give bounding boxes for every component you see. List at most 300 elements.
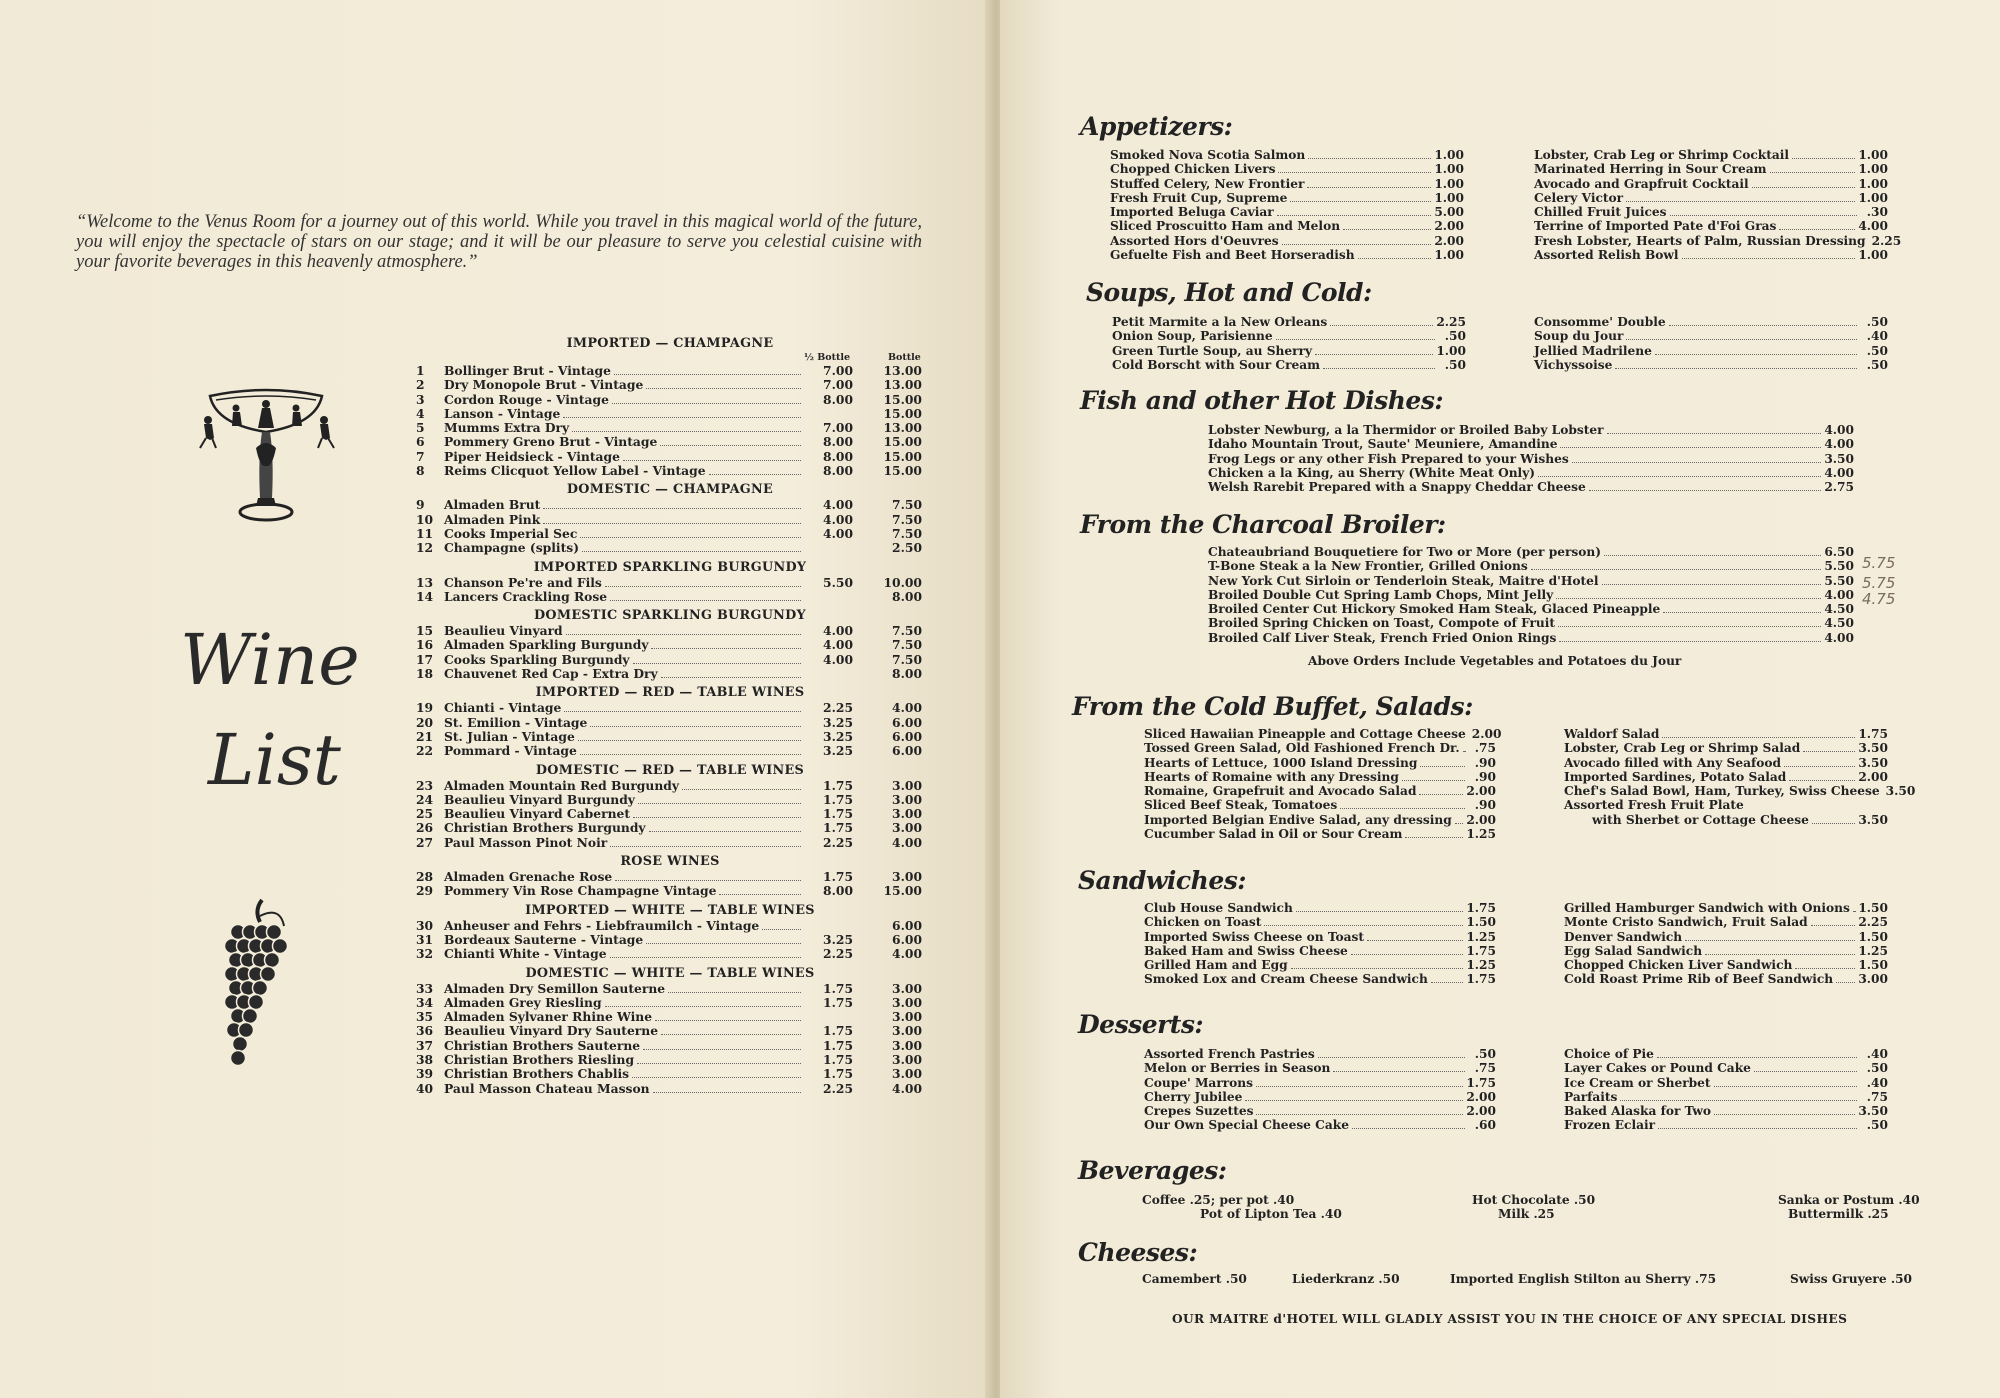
wine-bottle-price: 3.00 <box>892 1009 922 1025</box>
wine-half-price: 4.00 <box>823 497 853 513</box>
dot-leader <box>1419 785 1463 795</box>
menu-item-price: 1.00 <box>1434 190 1464 205</box>
wine-name-cell <box>444 653 804 667</box>
wine-number: 34 <box>416 994 434 1010</box>
wine-name-cell <box>444 836 804 850</box>
menu-item-price: 2.00 <box>1858 769 1888 784</box>
dot-leader <box>1663 603 1821 613</box>
handwritten-price-3: 4.75 <box>1862 590 1896 608</box>
menu-item-name: Cold Roast Prime Rib of Beef Sandwich <box>1564 972 1834 987</box>
soup-item <box>1112 344 1466 358</box>
wine-bottle-price: 15.00 <box>883 448 922 464</box>
wine-half-price: 1.75 <box>823 1037 853 1053</box>
wine-number: 31 <box>416 931 434 947</box>
wine-half-price: 2.25 <box>823 1080 853 1096</box>
menu-item-name: Imported Belgian Endive Salad, any dressing <box>1144 812 1452 827</box>
appetizer-item <box>1534 219 1888 233</box>
wine-half-price: 2.25 <box>823 834 853 850</box>
wine-number: 23 <box>416 777 434 793</box>
menu-item-name: Marinated Herring in Sour Cream <box>1534 162 1767 177</box>
wine-number: 32 <box>416 946 434 962</box>
menu-item-price: .30 <box>1866 205 1888 220</box>
wine-half-price: 1.75 <box>823 1066 853 1082</box>
dot-leader <box>1669 316 1857 326</box>
wine-number: 10 <box>416 511 434 527</box>
wine-name-cell <box>444 919 804 933</box>
menu-item-price: .40 <box>1866 329 1888 344</box>
wine-half-price: 1.75 <box>823 1023 853 1039</box>
menu-item-name: Egg Salad Sandwich <box>1564 943 1703 958</box>
dot-leader <box>1531 560 1822 570</box>
sandwich-item <box>1564 901 1888 915</box>
wine-half-price: 1.75 <box>823 869 853 885</box>
dot-leader <box>582 542 801 552</box>
dot-leader <box>572 422 801 432</box>
wine-row <box>416 730 924 744</box>
menu-item-name: Avocado and Grapfruit Cocktail <box>1534 176 1749 191</box>
dot-leader <box>682 780 801 790</box>
dot-leader <box>1792 149 1855 159</box>
salad-item <box>1564 813 1888 827</box>
wine-bottle-price: 3.00 <box>892 1037 922 1053</box>
menu-item-name: Chilled Fruit Juices <box>1534 205 1667 220</box>
cheese-liederkranz: Liederkranz .50 <box>1292 1272 1400 1286</box>
wine-row <box>416 982 924 996</box>
wine-row <box>416 870 924 884</box>
wine-number: 16 <box>416 637 434 653</box>
wine-bottle-price: 3.00 <box>892 806 922 822</box>
salad-item <box>1564 784 1916 799</box>
menu-item-name: Chicken on Toast <box>1144 915 1262 930</box>
menu-item-name: Smoked Lox and Cream Cheese Sandwich <box>1144 972 1428 987</box>
menu-item-price: 3.50 <box>1858 755 1888 770</box>
wine-number: 4 <box>416 405 425 421</box>
dot-leader <box>1657 1048 1857 1058</box>
menu-item-name: Sliced Beef Steak, Tomatoes <box>1144 798 1338 813</box>
menu-item-price: 1.75 <box>1466 1075 1496 1090</box>
dot-leader <box>1604 546 1821 556</box>
wine-number: 27 <box>416 834 434 850</box>
wine-number: 15 <box>416 623 434 639</box>
fish-list <box>1208 423 1854 494</box>
wine-bottle-price: 3.00 <box>892 980 922 996</box>
menu-item-name: Assorted Hors d'Oeuvres <box>1110 233 1279 248</box>
wine-bottle-price: 2.50 <box>892 540 922 556</box>
wine-bottle-price: 4.00 <box>892 700 922 716</box>
dot-leader <box>1352 1119 1465 1129</box>
menu-item-price: 3.50 <box>1824 451 1854 466</box>
wine-name-cell <box>444 393 804 407</box>
dot-leader <box>1278 163 1431 173</box>
wine-name: Cooks Sparkling Burgundy <box>444 651 630 667</box>
wine-name: Almaden Dry Semillon Sauterne <box>444 980 666 996</box>
menu-item-name: Tossed Green Salad, Old Fashioned French Dr. <box>1144 741 1460 756</box>
wine-row <box>416 590 924 604</box>
menu-item-name: Consomme' Double <box>1534 315 1666 329</box>
wine-half-price: 4.00 <box>823 525 853 541</box>
wine-row <box>416 716 924 730</box>
salad-item <box>1144 798 1496 812</box>
menu-item-price: 4.00 <box>1824 423 1854 437</box>
dot-leader <box>762 920 801 930</box>
wine-number: 25 <box>416 806 434 822</box>
menu-item-name: Denver Sandwich <box>1564 929 1683 944</box>
dot-leader <box>1277 206 1432 216</box>
salad-item <box>1564 741 1888 755</box>
half-bottle-header: ½ Bottle <box>804 352 851 363</box>
dot-leader <box>564 702 801 712</box>
dot-leader <box>1358 249 1432 259</box>
menu-item-price: .50 <box>1444 357 1466 372</box>
dot-leader <box>610 591 801 601</box>
dessert-item <box>1564 1061 1888 1075</box>
sandwich-item <box>1144 930 1496 944</box>
dot-leader <box>633 654 801 664</box>
menu-item-price: .50 <box>1866 315 1888 329</box>
menu-item-name: Broiled Spring Chicken on Toast, Compote of Fruit <box>1208 616 1556 631</box>
appetizer-item <box>1534 233 1902 248</box>
wine-half-price: 8.00 <box>823 391 853 407</box>
wine-half-price: 3.25 <box>823 743 853 759</box>
dot-leader <box>1558 617 1821 627</box>
menu-item-price: .90 <box>1474 769 1496 784</box>
dessert-item <box>1144 1076 1496 1090</box>
dot-leader <box>1538 467 1821 477</box>
wine-row <box>416 378 924 392</box>
wine-row <box>416 364 924 378</box>
dot-leader <box>651 639 801 649</box>
wine-name: Pommery Greno Brut - Vintage <box>444 434 658 450</box>
menu-item-name: Chef's Salad Bowl, Ham, Turkey, Swiss Cheese <box>1564 784 1880 799</box>
wine-half-price: 1.75 <box>823 777 853 793</box>
dot-leader <box>646 379 801 389</box>
wine-row <box>416 1082 924 1096</box>
dot-leader <box>643 1040 801 1050</box>
menu-item-name: Hearts of Lettuce, 1000 Island Dressing <box>1144 755 1418 770</box>
sandwich-item <box>1564 958 1888 972</box>
menu-item-price: 3.50 <box>1858 741 1888 756</box>
wine-bottle-price: 15.00 <box>883 434 922 450</box>
menu-item-name: Assorted Fresh Fruit Plate <box>1564 798 1744 813</box>
menu-item-price: 1.25 <box>1466 958 1496 973</box>
wine-name: Beaulieu Vinyard <box>444 623 563 639</box>
wine-name-cell <box>444 638 804 652</box>
wine-half-price: 1.75 <box>823 820 853 836</box>
dessert-item <box>1564 1104 1888 1118</box>
wine-bottle-price: 8.00 <box>892 588 922 604</box>
menu-item-price: 2.75 <box>1824 480 1854 495</box>
wine-name: Christian Brothers Sauterne <box>444 1037 641 1053</box>
wine-bottle-price: 7.50 <box>892 525 922 541</box>
handwritten-price-1: 5.75 <box>1862 554 1896 572</box>
wine-row <box>416 1053 924 1067</box>
menu-item-name: Imported Beluga Caviar <box>1110 205 1274 220</box>
wine-section-title: IMPORTED — WHITE — TABLE WINES <box>525 902 815 918</box>
menu-item-name: Gefuelte Fish and Beet Horseradish <box>1110 248 1355 263</box>
menu-item-name: Imported Sardines, Potato Salad <box>1564 769 1787 784</box>
dessert-item <box>1144 1061 1496 1075</box>
wine-bottle-price: 8.00 <box>892 666 922 682</box>
wine-row <box>416 513 924 527</box>
salad-item <box>1144 813 1496 827</box>
wine-row <box>416 624 924 638</box>
menu-item-price: 2.00 <box>1434 219 1464 234</box>
wine-number: 30 <box>416 917 434 933</box>
wine-half-price: 4.00 <box>823 651 853 667</box>
wine-number: 5 <box>416 420 425 436</box>
dot-leader <box>1572 453 1822 463</box>
menu-item-price: 3.00 <box>1858 972 1888 987</box>
menu-item-price: 6.50 <box>1824 545 1854 559</box>
wine-name-cell <box>444 716 804 730</box>
dot-leader <box>1420 757 1465 767</box>
wine-row <box>416 498 924 512</box>
menu-item-name: Baked Alaska for Two <box>1564 1104 1711 1119</box>
wine-section-title: DOMESTIC — RED — TABLE WINES <box>535 762 805 778</box>
wine-bottle-price: 6.00 <box>892 931 922 947</box>
dot-leader <box>1318 1048 1465 1058</box>
menu-item-price: 1.50 <box>1858 901 1888 915</box>
menu-item-price: 1.00 <box>1434 162 1464 177</box>
menu-item-price: 4.00 <box>1858 219 1888 234</box>
appetizer-item <box>1110 248 1464 262</box>
dot-leader <box>1655 345 1857 355</box>
wine-half-price: 8.00 <box>823 448 853 464</box>
wine-row <box>416 821 924 835</box>
grapes-icon <box>210 896 300 1078</box>
menu-item-price: 1.00 <box>1434 248 1464 263</box>
wine-bottle-price: 7.50 <box>892 637 922 653</box>
menu-item-name: Lobster Newburg, a la Thermidor or Broiled Baby Lobster <box>1208 423 1604 437</box>
wine-name: Cooks Imperial Sec <box>444 525 578 541</box>
menu-item-name: Jellied Madrilene <box>1534 343 1652 358</box>
wine-bottle-price: 6.00 <box>892 714 922 730</box>
dessert-item <box>1144 1118 1496 1132</box>
dot-leader <box>1282 235 1432 245</box>
wine-name-cell <box>444 821 804 835</box>
grape <box>267 925 282 940</box>
menu-item-name: Fresh Lobster, Hearts of Palm, Russian Dressing <box>1534 233 1866 248</box>
wine-name: Lanson - Vintage <box>444 405 561 421</box>
appetizer-item <box>1110 234 1464 248</box>
menu-item-name: with Sherbet or Cottage Cheese <box>1592 812 1809 827</box>
dot-leader <box>1290 192 1431 202</box>
wine-name-cell <box>444 947 804 961</box>
dot-leader <box>646 934 801 944</box>
wine-section-title: IMPORTED — CHAMPAGNE <box>566 336 774 351</box>
menu-item-price: 1.75 <box>1466 972 1496 987</box>
cheese-gruyere: Swiss Gruyere .50 <box>1790 1272 1913 1286</box>
dot-leader <box>1351 945 1464 955</box>
wine-bottle-price: 13.00 <box>883 377 922 393</box>
menu-item-price: 1.00 <box>1434 176 1464 191</box>
dot-leader <box>660 436 801 446</box>
menu-item-name: Our Own Special Cheese Cake <box>1144 1118 1349 1133</box>
wine-name: Mumms Extra Dry <box>444 420 570 436</box>
salad-item <box>1144 741 1496 755</box>
dot-leader <box>649 822 801 832</box>
menu-item-name: Smoked Nova Scotia Salmon <box>1110 148 1306 162</box>
wine-number: 12 <box>416 540 434 556</box>
menu-item-name: Ice Cream or Sherbet <box>1564 1075 1711 1090</box>
dot-leader <box>1307 178 1431 188</box>
menu-item-price: 2.25 <box>1858 915 1888 930</box>
wine-bottle-price: 7.50 <box>892 511 922 527</box>
wine-name-cell <box>444 1010 804 1024</box>
menu-item-price: .60 <box>1474 1118 1496 1133</box>
menu-item-price: 2.00 <box>1466 812 1496 827</box>
menu-item-price: 3.50 <box>1885 784 1916 799</box>
sandwich-item <box>1144 915 1496 929</box>
dot-leader <box>1620 1091 1857 1101</box>
wine-bottle-price: 7.50 <box>892 623 922 639</box>
dot-leader <box>543 499 801 509</box>
dot-leader <box>1323 359 1435 369</box>
soup-item <box>1534 344 1888 358</box>
wine-name-cell <box>444 730 804 744</box>
menu-item-name: Layer Cakes or Pound Cake <box>1564 1061 1751 1076</box>
wine-name-cell <box>444 513 804 527</box>
sandwich-item <box>1144 944 1496 958</box>
wine-number: 38 <box>416 1051 434 1067</box>
appetizer-item <box>1534 191 1888 205</box>
dot-leader <box>1812 814 1855 824</box>
dot-leader <box>1685 931 1855 941</box>
wine-number: 39 <box>416 1066 434 1082</box>
wine-name-cell <box>444 1082 804 1096</box>
menu-item-price: 5.50 <box>1824 573 1854 588</box>
sandwich-item <box>1564 930 1888 944</box>
wine-number: 7 <box>416 448 425 464</box>
wine-name-cell <box>444 590 804 604</box>
menu-item-price: 2.00 <box>1466 784 1496 799</box>
fish-item <box>1208 466 1854 480</box>
buffet-heading: From the Cold Buffet, Salads: <box>1072 692 1473 721</box>
dot-leader <box>610 948 801 958</box>
wine-row <box>416 793 924 807</box>
wine-half-price: 3.25 <box>823 931 853 947</box>
sandwich-item <box>1144 901 1496 915</box>
wine-name-cell <box>444 1024 804 1038</box>
menu-item-price: 1.00 <box>1436 343 1466 358</box>
wine-half-price: 4.00 <box>823 623 853 639</box>
menu-item-name: New York Cut Sirloin or Tenderloin Steak, Maitre d'Hotel <box>1208 573 1599 588</box>
menu-item-price: 4.00 <box>1824 630 1854 645</box>
wine-bottle-price: 15.00 <box>883 391 922 407</box>
menu-item-name: Broiled Calf Liver Steak, French Fried Onion Rings <box>1208 630 1557 645</box>
broiler-item <box>1208 616 1854 630</box>
wine-name-cell <box>444 464 804 478</box>
grape <box>243 1009 258 1024</box>
soup-item <box>1534 329 1888 343</box>
wine-half-price: 7.00 <box>823 363 853 378</box>
menu-item-name: Waldorf Salad <box>1564 727 1660 741</box>
wine-half-price: 7.00 <box>823 377 853 393</box>
wine-half-price: 8.00 <box>823 883 853 899</box>
desserts-heading: Desserts: <box>1078 1010 1204 1039</box>
wine-name: Lancers Crackling Rose <box>444 588 608 604</box>
wine-row <box>416 884 924 898</box>
wine-row <box>416 464 924 478</box>
wine-name-cell <box>444 982 804 996</box>
wine-half-price: 1.75 <box>823 806 853 822</box>
soup-item <box>1112 358 1466 372</box>
wine-name: Reims Clicquot Yellow Label - Vintage <box>444 463 706 479</box>
wine-name-cell <box>444 407 804 421</box>
menu-item-price: 3.50 <box>1858 812 1888 827</box>
wine-half-price: 4.00 <box>823 637 853 653</box>
wine-bottle-price: 3.00 <box>892 1051 922 1067</box>
dot-leader <box>633 808 801 818</box>
beverage-coffee: Coffee .25; per pot .40 <box>1142 1193 1295 1207</box>
handwritten-price-2: 5.75 <box>1862 574 1896 592</box>
wine-row <box>416 450 924 464</box>
wine-bottle-price: 13.00 <box>883 420 922 436</box>
dot-leader <box>653 1083 801 1093</box>
dot-leader <box>1245 1091 1463 1101</box>
wine-name-cell <box>444 807 804 821</box>
wine-number: 9 <box>416 497 425 513</box>
wine-name: Pommard - Vintage <box>444 743 577 759</box>
wine-bottle-price: 7.50 <box>892 497 922 513</box>
dot-leader <box>1607 424 1822 434</box>
footer-note: OUR MAITRE d'HOTEL WILL GLADLY ASSIST YOU IN THE CHOICE OF ANY SPECIAL DISHES <box>1172 1312 1848 1326</box>
wine-bottle-price: 3.00 <box>892 994 922 1010</box>
menu-item-price: 1.25 <box>1466 929 1496 944</box>
dot-leader <box>563 408 801 418</box>
wine-number: 14 <box>416 588 434 604</box>
dot-leader <box>1626 192 1855 202</box>
wine-row <box>416 996 924 1010</box>
dot-leader <box>1340 799 1465 809</box>
wine-title-line2: List <box>208 719 341 801</box>
soup-item <box>1112 315 1466 329</box>
menu-item-price: .50 <box>1866 343 1888 358</box>
fish-item <box>1208 423 1854 437</box>
appetizer-item <box>1110 219 1464 233</box>
menu-item-name: Chopped Chicken Liver Sandwich <box>1564 958 1793 973</box>
dot-leader <box>623 451 801 461</box>
wine-half-price: 7.00 <box>823 420 853 436</box>
menu-item-name: Terrine of Imported Pate d'Foi Gras <box>1534 219 1777 234</box>
wine-half-price: 1.75 <box>823 1051 853 1067</box>
wine-number: 17 <box>416 651 434 667</box>
menu-item-price: .40 <box>1866 1047 1888 1061</box>
wine-name-cell <box>444 933 804 947</box>
appetizer-item <box>1110 148 1464 162</box>
wine-name: Pommery Vin Rose Champagne Vintage <box>444 883 717 899</box>
dot-leader <box>1811 916 1856 926</box>
wine-number: 35 <box>416 1009 434 1025</box>
menu-item-name: Chopped Chicken Livers <box>1110 162 1276 177</box>
wine-row <box>416 1024 924 1038</box>
beverages-heading: Beverages: <box>1078 1156 1227 1185</box>
menu-item-name: Assorted French Pastries <box>1144 1047 1315 1061</box>
appetizer-item <box>1534 177 1888 191</box>
dot-leader <box>719 885 801 895</box>
wine-name-cell <box>444 435 804 449</box>
fish-item <box>1208 452 1854 466</box>
beverage-sanka: Sanka or Postum .40 <box>1778 1193 1920 1207</box>
wine-name-cell <box>444 576 804 590</box>
menu-item-price: 1.75 <box>1466 901 1496 915</box>
menu-item-name: Cold Borscht with Sour Cream <box>1112 357 1321 372</box>
dot-leader <box>1455 814 1464 824</box>
dot-leader <box>1770 163 1856 173</box>
menu-item-name: Hearts of Romaine with any Dressing <box>1144 769 1399 784</box>
menu-item-price: .50 <box>1866 357 1888 372</box>
dot-leader <box>637 1054 801 1064</box>
